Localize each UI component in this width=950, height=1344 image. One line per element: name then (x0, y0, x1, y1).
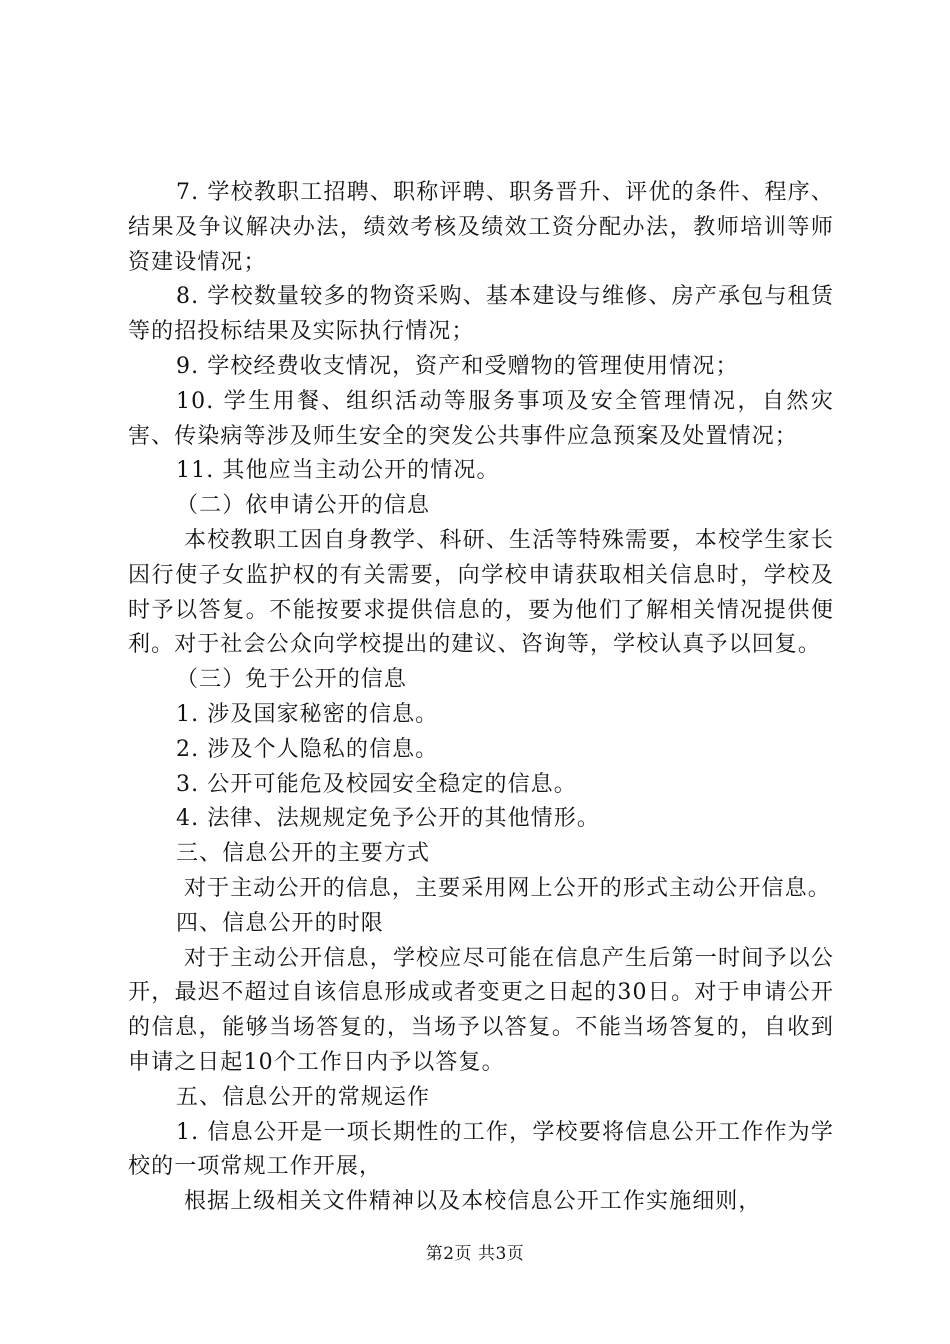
method-paragraph: 对于主动公开的信息，主要采用网上公开的形式主动公开信息。 (184, 875, 831, 901)
time-paragraph: 对于主动公开信息，学校应尽可能在信息产生后第一时间予以公开，最迟不超过自该信息形成或者变更之日起的30日。对于申请公开的信息，能够当场答复的，当场予以答复。不能当场答复的，自收到申请之日起10个工作日内予以答复。 (128, 945, 834, 1075)
exempt-item-1: 1. 涉及国家秘密的信息。 (176, 701, 439, 727)
section-heading-method: 三、信息公开的主要方式 (176, 841, 431, 867)
routine-paragraph: 根据上级相关文件精神以及本校信息公开工作实施细则， (184, 1189, 762, 1215)
list-item-8: 8. 学校数量较多的物资采购、基本建设与维修、房产承包与租赁等的招投标结果及实际执行情况； (128, 284, 834, 345)
page-number-label: 第2页 共3页 (425, 1244, 525, 1264)
list-item-11: 11. 其他应当主动公开的情况。 (176, 458, 500, 484)
section-heading-time: 四、信息公开的时限 (176, 910, 384, 936)
document-body (128, 176, 834, 1220)
exempt-item-3: 3. 公开可能危及校园安全稳定的信息。 (176, 771, 577, 797)
exempt-item-2: 2. 涉及个人隐私的信息。 (176, 736, 439, 762)
page-footer (0, 1244, 950, 1264)
section-heading-exempt: （三）免于公开的信息 (176, 667, 408, 693)
exempt-item-4: 4. 法律、法规规定免予公开的其他情形。 (176, 806, 600, 832)
section-heading-apply: （二）依申请公开的信息 (176, 493, 431, 519)
list-item-9: 9. 学校经费收支情况，资产和受赠物的管理使用情况； (176, 353, 739, 379)
routine-item-1: 1. 信息公开是一项长期性的工作，学校要将信息公开工作作为学校的一项常规工作开展， (128, 1119, 834, 1180)
list-item-10: 10. 学生用餐、组织活动等服务事项及安全管理情况，自然灾害、传染病等涉及师生安全的突发公共事件应急预案及处置情况； (128, 388, 834, 449)
list-item-7: 7. 学校教职工招聘、职称评聘、职务晋升、评优的条件、程序、结果及争议解决办法，绩效考核及绩效工资分配办法，教师培训等师资建设情况； (128, 180, 834, 275)
apply-paragraph: 本校教职工因自身教学、科研、生活等特殊需要，本校学生家长因行使子女监护权的有关需要，向学校申请获取相关信息时，学校及时予以答复。不能按要求提供信息的，要为他们了解相关情况提供便利。对于社会公众向学校提出的建议、咨询等，学校认真予以回复。 (128, 527, 834, 658)
section-heading-routine: 五、信息公开的常规运作 (176, 1084, 431, 1110)
